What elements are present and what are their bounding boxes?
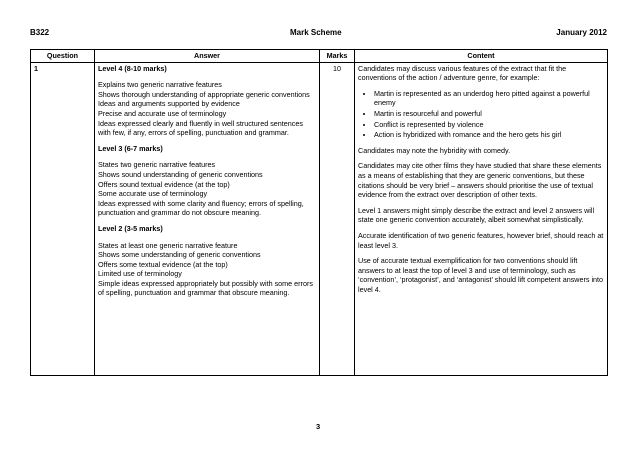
criterion-line: Shows some understanding of generic conventions <box>98 250 261 260</box>
column-header-answer: Answer <box>95 50 320 63</box>
header-title: Mark Scheme <box>290 28 342 37</box>
mark-scheme-table <box>30 49 608 376</box>
content-paragraph: Candidates may cite other films they have studied that share these elements as a means of establishing that they are generic conventions, but these citations should be very brief – answers should prioritise the use of textual evidence from the extract over description of other texts. <box>358 161 602 200</box>
content-intro: Candidates may discuss various features of the extract that fit the conventions of the action / adventure genre, for example: <box>358 63 567 83</box>
content-paragraph: Use of accurate textual exemplification for two conventions should lift answers to at least the top of level 3 and use of terminology, such as ‘convention’, ‘protagonist’, and ‘antagonist’ should lift competent answers into level 4. <box>358 256 604 294</box>
table-header-row <box>31 50 608 63</box>
level-4-criteria <box>98 80 316 138</box>
criterion-line: Offers sound textual evidence (at the top) <box>98 179 230 189</box>
level-2-criteria <box>98 241 316 299</box>
content-paragraph: Candidates may note the hybridity with comedy. <box>358 145 511 155</box>
column-header-question: Question <box>31 50 95 63</box>
list-item: • Martin is resourceful and powerful <box>374 109 604 119</box>
column-header-content: Content <box>355 50 608 63</box>
criterion-line: Ideas expressed clearly and fluently in well structured sentences with few, if any, errors of spelling, punctuation and grammar. <box>98 118 303 138</box>
list-item: • Action is hybridized with romance and the hero gets his girl <box>374 130 604 140</box>
level-3-title: Level 3 (6-7 marks) <box>98 143 163 153</box>
criterion-line: Precise and accurate use of terminology <box>98 108 227 118</box>
criterion-line: Limited use of terminology <box>98 269 182 279</box>
level-3-criteria <box>98 160 316 218</box>
criterion-line: Ideas expressed with some clarity and fluency; errors of spelling, punctuation and grammar do not obscure meaning. <box>98 198 304 218</box>
answer-cell <box>95 62 320 375</box>
criterion-line: Shows sound understanding of generic conventions <box>98 169 263 179</box>
level-2-title: Level 2 (3-5 marks) <box>98 223 163 233</box>
criterion-line: Explains two generic narrative features <box>98 80 222 90</box>
column-header-marks: Marks <box>320 50 355 63</box>
table-row <box>31 62 608 375</box>
question-number: 1 <box>31 62 95 375</box>
content-paragraph: Accurate identification of two generic features, however brief, should reach at least level 3. <box>358 230 604 250</box>
criterion-line: Some accurate use of terminology <box>98 189 208 199</box>
list-item: • Martin is represented as an underdog hero pitted against a powerful enemy <box>374 89 604 108</box>
marks-value: 10 <box>320 62 355 375</box>
list-item: • Conflict is represented by violence <box>374 120 604 130</box>
header-date: January 2012 <box>556 28 607 37</box>
criterion-line: Simple ideas expressed appropriately but possibly with some errors of spelling, punctuation and grammar that obscure meaning. <box>98 278 313 298</box>
content-paragraph: Level 1 answers might simply describe the extract and level 2 answers will state one generic convention accurately, albeit somewhat simplistically. <box>358 205 595 225</box>
content-bullet-list <box>358 89 604 140</box>
criterion-line: Offers some textual evidence (at the top) <box>98 259 228 269</box>
criterion-line: Shows thorough understanding of appropriate generic conventions <box>98 89 310 99</box>
criterion-line: States at least one generic narrative feature <box>98 240 238 250</box>
criterion-line: States two generic narrative features <box>98 160 216 170</box>
criterion-line: Ideas and arguments supported by evidence <box>98 99 240 109</box>
header-paper-code: B322 <box>30 28 50 37</box>
content-cell <box>355 62 608 375</box>
level-4-title: Level 4 (8-10 marks) <box>98 63 167 73</box>
page-number: 3 <box>316 422 321 431</box>
